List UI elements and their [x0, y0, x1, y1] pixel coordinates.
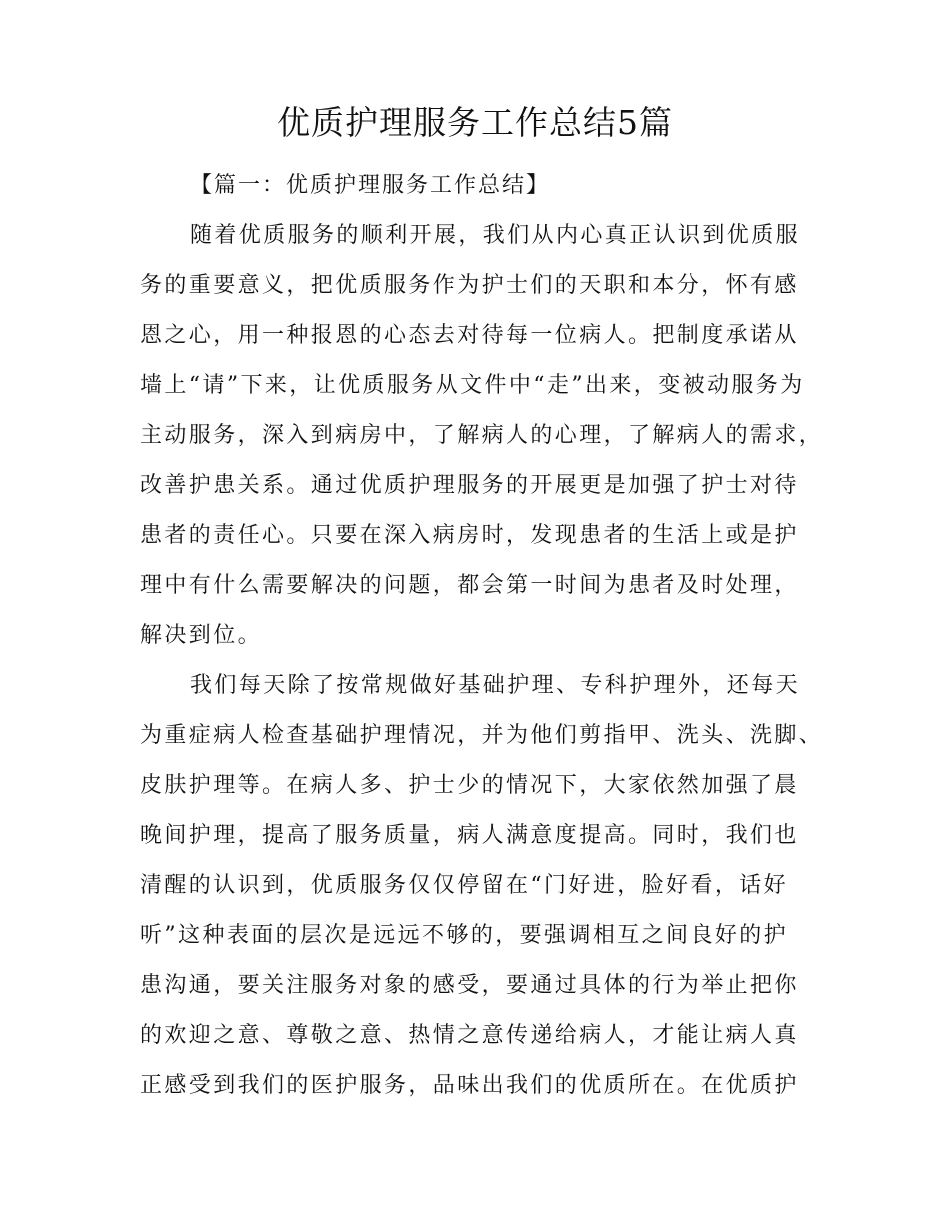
paragraph-2-line-5: 清醒的认识到，优质服务仅仅停留在“门好进，脸好看，话好: [140, 873, 789, 898]
paragraph-1-line-8: 理中有什么需要解决的问题，都会第一时间为患者及时处理，: [140, 573, 799, 598]
paragraph-2-line-9: 正感受到我们的医护服务，品味出我们的优质所在。在优质护: [140, 1073, 799, 1098]
section-heading: 【篇一：优质护理服务工作总结】: [190, 173, 551, 198]
document-title: 优质护理服务工作总结5篇: [277, 103, 673, 142]
paragraph-2-line-6: 听”这种表面的层次是远远不够的，要强调相互之间良好的护: [140, 923, 789, 948]
paragraph-2-line-2: 为重症病人检查基础护理情况，并为他们剪指甲、洗头、洗脚、: [140, 723, 824, 748]
paragraph-1-line-9: 解决到位。: [140, 623, 263, 648]
paragraph-2-line-8: 的欢迎之意、尊敬之意、热情之意传递给病人，才能让病人真: [140, 1023, 799, 1048]
paragraph-2-line-1: 我们每天除了按常规做好基础护理、专科护理外，还每天: [190, 673, 801, 698]
paragraph-1-line-6: 改善护患关系。通过优质护理服务的开展更是加强了护士对待: [140, 473, 799, 498]
paragraph-1-line-5: 主动服务，深入到病房中，了解病人的心理，了解病人的需求，: [140, 423, 824, 448]
paragraph-1-line-3: 恩之心，用一种报恩的心态去对待每一位病人。把制度承诺从: [140, 323, 799, 348]
paragraph-2-line-3: 皮肤护理等。在病人多、护士少的情况下，大家依然加强了晨: [140, 773, 799, 798]
paragraph-1-line-4: 墙上“请”下来，让优质服务从文件中“走”出来，变被动服务为: [140, 373, 805, 398]
paragraph-2-line-4: 晚间护理，提高了服务质量，病人满意度提高。同时，我们也: [140, 823, 799, 848]
paragraph-1-line-2: 务的重要意义，把优质服务作为护士们的天职和本分，怀有感: [140, 273, 799, 298]
paragraph-2-line-7: 患沟通，要关注服务对象的感受，要通过具体的行为举止把你: [140, 973, 799, 998]
paragraph-1-line-1: 随着优质服务的顺利开展，我们从内心真正认识到优质服: [190, 223, 801, 248]
paragraph-1-line-7: 患者的责任心。只要在深入病房时，发现患者的生活上或是护: [140, 523, 799, 548]
